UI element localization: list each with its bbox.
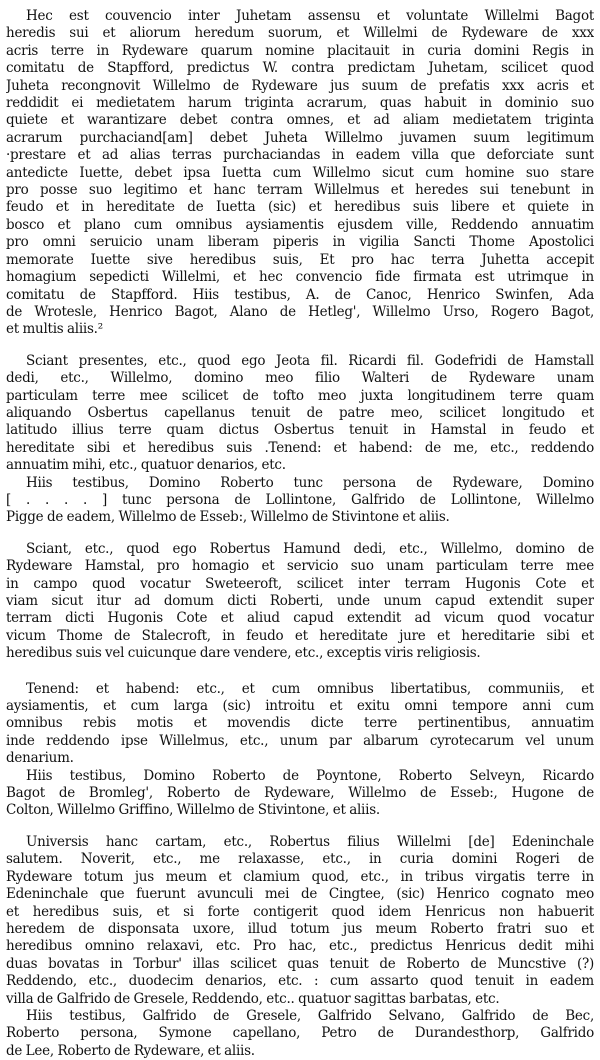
text-line: salutem. Noverit, etc., me relaxasse, etc., in curia domini Rogeri de (6, 851, 594, 868)
text-line: acrarum purchaciand[am] debet Juheta Willelmo juvamen suum legitimum (6, 129, 594, 146)
text-line: aysiamentis, et cum larga (sic) introitu et exitu omni tempore anni cum (6, 698, 594, 715)
text-line: antedicte Iuette, debet ipsa Iuetta cum Willelmo sicut cum homine suo stare (6, 164, 594, 181)
text-line: heredibus suis vel cuicunque dare vendere, etc., exceptis viris religiosis. (6, 645, 481, 662)
text-line: Edeninchale que fuerunt avunculi mei de Cingtee, (sic) Henrico cognato meo (6, 886, 594, 903)
text-line: heredis sui et aliorum heredum suorum, et Willelmi de Rydeware de xxx (6, 25, 594, 42)
text-line: dedi, etc., Willelmo, domino meo filio Walteri de Rydeware unam (6, 370, 594, 387)
text-line: bosco et plano cum omnibus aysiamentis ejusdem ville, Reddendo annuatim (6, 216, 594, 233)
text-line: terram dicti Hugonis Cote et aliud capud extendit ad vicum quod vocatur (6, 610, 594, 627)
text-line: in campo quod vocatur Sweteeroft, scilicet inter terram Hugonis Cote et (6, 575, 594, 592)
text-line: Juheta recongnovit Willelmo de Rydeware jus suum de prefatis xxx acris et (6, 77, 594, 94)
text-line: comitatu de Stapfford. Hiis testibus, A. de Canoc, Henrico Swinfen, Ada (6, 286, 594, 303)
text-line: acris terre in Rydeware quarum nomine placitauit in curia domini Regis in (6, 42, 594, 59)
paragraph-1 (6, 8, 594, 339)
paragraph-2 (6, 353, 594, 527)
text-line: duas bovatas in Torbur' illas scilicet quas tenuit de Roberto de Muncstive (?) (6, 955, 594, 972)
text-line: Hiis testibus, Domino Roberto de Poyntone, Roberto Selveyn, Ricardo (26, 767, 594, 784)
text-line: Bagot de Bromleg', Roberto de Rydeware, Willelmo de Esseb:, Hugone de (6, 785, 594, 802)
text-line: Hiis testibus, Domino Roberto tunc persona de Rydeware, Domino (26, 474, 594, 491)
text-line: heredem de disponsata uxore, illud totum jus meum Roberto fratri suo et (6, 920, 594, 937)
text-line: Rydeware totum jus meum et clamium quod, etc., in tribus virgatis terre in (6, 868, 594, 885)
text-line: memorate Iuette sive heredibus suis, Et pro hac terra Juhetta accepit (6, 251, 594, 268)
text-line: et multis aliis.² (6, 321, 103, 338)
text-line: Colton, Willelmo Griffino, Willelmo de Stivintone, et aliis. (6, 802, 380, 819)
text-line: de Wrotesle, Henrico Bagot, Alano de Hetleg', Willelmo Urso, Rogero Bagot, (6, 303, 594, 320)
text-line: reddidit ei medietatem harum triginta acrarum, quas habuit in dominio suo (6, 95, 594, 112)
text-line: ·prestare et ad alias terras purchaciandas in eadem villa que deforciate sunt (6, 147, 594, 164)
text-line: Rydeware Hamstal, pro homagio et servicio suo unam particulam terre mee (6, 558, 594, 575)
text-line: inde reddendo ipse Willelmus, etc., unum par albarum cyrotecarum vel unum (6, 732, 594, 749)
text-line: viam sicut itur ad domum dicti Roberti, unde unum capud extendit super (6, 593, 594, 609)
text-line: quiete et warantizare debet contra omnes, et ad aliam medietatem triginta (6, 112, 594, 129)
text-line: Tenend: et habend: etc., et cum omnibus libertatibus, communiis, et (26, 680, 594, 697)
text-line: Sciant, etc., quod ego Robertus Hamund dedi, etc., Willelmo, domino de (26, 540, 594, 557)
text-line: et heredibus suis, et si forte contigerit quod idem Henricus non habuerit (6, 903, 594, 920)
paragraph-5 (6, 834, 594, 1060)
text-line: annuatim mihi, etc., quatuor denarios, etc. (6, 457, 286, 474)
text-line: Sciant presentes, etc., quod ego Jeota fil. Ricardi fil. Godefridi de Hamstall (26, 352, 594, 369)
text-line: particulam terre mee scilicet de tofto meo juxta longitudinem terre quam (6, 387, 594, 404)
text-line: Universis hanc cartam, etc., Robertus filius Willelmi [de] Edeninchale (26, 833, 594, 850)
text-line: vicum Thome de Stalecroft, in feudo et hereditate jure et hereditarie sibi et (6, 627, 594, 644)
text-line: Reddendo, etc., duodecim denarios, etc. : cum assarto quod tenuit in eadem (6, 973, 594, 990)
text-line: homagium sepedicti Willelmi, et hec convencio fide firmata est utrimque in (6, 269, 594, 286)
text-line: villa de Galfrido de Gresele, Reddendo, etc.. quatuor sagittas barbatas, etc. (6, 990, 500, 1007)
text-line: [ . . . . ] tunc persona de Lollintone, Galfrido de Lollintone, Willelmo (6, 491, 594, 508)
text-line: denarium. (6, 750, 74, 767)
text-line: Hec est couvencio inter Juhetam assensu et voluntate Willelmi Bagot (26, 8, 594, 24)
text-line: hereditate sibi et heredibus suis .Tenend: et habend: de me, etc., reddendo (6, 439, 594, 456)
text-line: Pigge de eadem, Willelmo de Esseb:, Willelmo de Stivintone et aliis. (6, 509, 450, 526)
text-line: heredibus omnino relaxavi, etc. Pro hac, etc., predictus Henricus dedit mihi (6, 938, 594, 955)
text-line: Hiis testibus, Galfrido de Gresele, Galfrido Selvano, Galfrido de Bec, (26, 1007, 594, 1024)
text-line: de Lee, Roberto de Rydeware, et aliis. (6, 1042, 255, 1059)
text-line: comitatu de Stapfford, predictus W. contra predictam Juhetam, scilicet quod (6, 60, 594, 77)
paragraph-3 (6, 541, 594, 663)
text-line: feudo et in hereditate de Iuetta (sic) et heredibus suis libere et quiete in (6, 199, 594, 216)
text-line: Roberto persona, Symone capellano, Petro de Durandesthorp, Galfrido (6, 1025, 594, 1042)
text-line: latitudo illius terre quam dictus Osbertus tenuit in Hamstal in feudo et (6, 422, 594, 439)
text-line: pro omni seruicio unam liberam piperis in vigilia Sancti Thome Apostolici (6, 234, 594, 251)
paragraph-4 (6, 681, 594, 820)
text-line: aliquando Osbertus capellanus tenuit de patre meo, scilicet longitudo et (6, 404, 594, 421)
text-line: omnibus rebis motis et movendis dicte terre pertinentibus, annuatim (6, 715, 594, 732)
text-line: pro posse suo legitimo et hanc terram Willelmus et heredes sui tenebunt in (6, 182, 594, 199)
